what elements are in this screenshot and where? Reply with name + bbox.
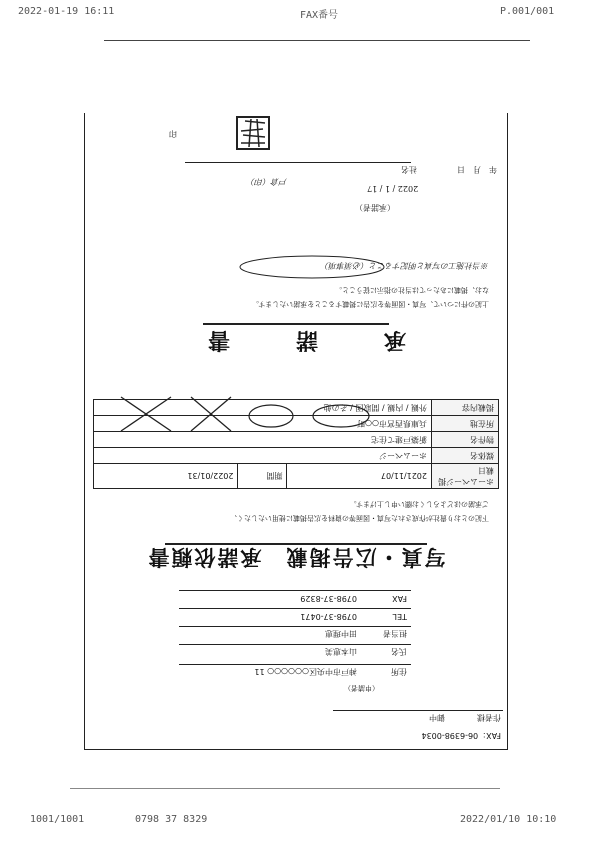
table-row <box>94 432 499 448</box>
handwritten-marks <box>91 391 411 431</box>
request-text-2: ご承諾のほどよろしくお願い申し上げます。 <box>349 500 489 508</box>
company-label: （承諾者） <box>355 203 395 212</box>
company-seal-icon <box>233 113 273 153</box>
fax-to: FAX：06-6398-0034 <box>421 731 501 740</box>
stamp-label: 社名 <box>401 165 417 174</box>
table-cell-label: 媒体名 <box>432 448 499 464</box>
seal-label: 印 <box>169 129 177 138</box>
table-cell-value: 外観 / 内観 / 間取図 / その他 <box>94 400 432 416</box>
fax-header-sender: FAX番号 <box>300 10 339 21</box>
document-sheet <box>84 113 508 750</box>
table-cell-label: ホームページ掲載日 <box>432 464 499 489</box>
table-row <box>94 448 499 464</box>
fax-header <box>0 0 595 24</box>
fax-header-datetime: 2022-01-19 16:11 <box>18 6 115 17</box>
tel-label: TEL <box>392 612 407 621</box>
name-value: 山本恵美 <box>325 647 357 656</box>
handwritten-note: ※当社施工の写真と明記すること（必須事項） <box>321 261 489 270</box>
name-label: 氏名 <box>391 647 407 656</box>
fax-footer-page: 1001/1001 <box>30 814 85 825</box>
request-text-1: 下記のとおり貴社が作成された写真・図面等の資料を広告掲載に使用いたしたく、 <box>230 514 489 522</box>
fax-header-page: P.001/001 <box>500 6 555 17</box>
note-circle-mark <box>237 255 387 279</box>
person-label: 担当者 <box>383 629 407 638</box>
top-rule <box>104 40 530 41</box>
bottom-rule <box>70 788 500 789</box>
tel-value: 0798-37-0471 <box>300 612 357 621</box>
date-label: 年 月 日 <box>457 165 497 174</box>
from-section: 御中 <box>429 713 445 722</box>
address-value: 神戸市中央区○○○○○○ 11 <box>254 667 357 676</box>
table-cell-value: 兵庫県西宮市○○町 <box>94 416 432 432</box>
date-value: 2022 / 1 / 17 <box>367 184 419 193</box>
address-label: 住所 <box>391 667 407 676</box>
table-cell-label: 掲載内容 <box>432 400 499 416</box>
applicant-label: （申請者） <box>344 684 379 692</box>
fax-value: 0798-37-8329 <box>300 594 357 603</box>
table-cell-label: 物件名 <box>432 432 499 448</box>
fax-footer-datetime: 2022/01/10 10:10 <box>460 814 557 825</box>
signature: 戸倉（印） <box>247 177 287 186</box>
approval-text-1: 上記の件について、写真・図面等を広告に掲載することを承諾いたします。 <box>251 300 489 308</box>
table-cell-value: ホームページ <box>94 448 432 464</box>
table-cell-value: 新築戸建て住宅 <box>94 432 432 448</box>
approval-title: 承 諾 書 <box>186 327 407 353</box>
fax-footer-number: 0798 37 8329 <box>135 814 208 825</box>
table-cell-value: 2021/11/07 <box>287 464 432 489</box>
fax-footer <box>0 808 595 832</box>
table-row <box>94 464 499 489</box>
recipient: 作者様 <box>477 713 501 722</box>
table-cell-value: 2022/01/31 <box>94 464 239 489</box>
request-title: 写真・広告掲載 承諾依頼書 <box>146 545 446 570</box>
table-cell-label: 期間 <box>238 464 287 489</box>
table-cell-label: 所在地 <box>432 416 499 432</box>
fax-label: FAX <box>392 594 407 603</box>
person-value: 田中理恵 <box>325 629 357 638</box>
approval-text-2: なお、掲載にあたっては当社の指示に従うこと。 <box>335 286 489 294</box>
